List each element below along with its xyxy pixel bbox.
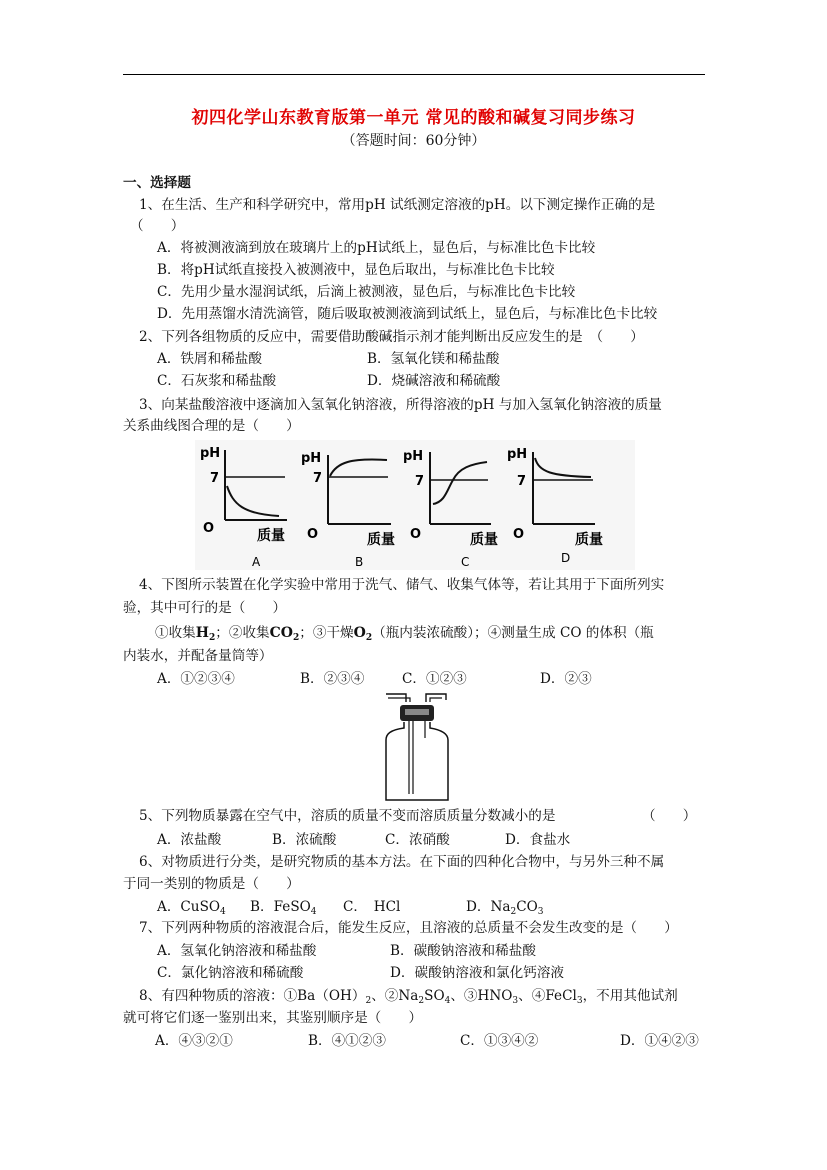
q4-option-b: B．②③④	[300, 671, 365, 687]
q6-stem: 6、对物质进行分类，是研究物质的基本方法。在下面的四种化合物中，与另外三种不属	[139, 854, 665, 870]
q1-stem: 1、在生活、生产和科学研究中，常用pH 试纸测定溶液的pH。以下测定操作正确的是	[139, 197, 656, 213]
q5-option-b: B．浓硫酸	[272, 832, 337, 848]
q4-stem-cont: 验，其中可行的是（ ）	[123, 600, 287, 616]
q8-stem-c: SO	[424, 988, 445, 1004]
q8-stem-d: 、③HNO	[450, 988, 513, 1004]
ph-graphs-figure	[195, 440, 635, 570]
q5-stem: 5、下列物质暴露在空气中，溶质的质量不变而溶质质量分数减小的是	[139, 808, 556, 824]
page-title: 初四化学山东教育版第一单元 常见的酸和碱复习同步练习	[191, 108, 636, 128]
q4-stem: 4、下图所示装置在化学实验中常用于洗气、储气、收集气体等，若让其用于下面所列实	[139, 577, 665, 593]
q8-sub-d: 3	[512, 996, 519, 1006]
graph-b-seven: 7	[313, 471, 323, 486]
q8-stem-b: 、②Na	[371, 988, 419, 1004]
q6-option-d-sub1: 2	[510, 907, 517, 917]
q2-stem: 2、下列各组物质的反应中，需要借助酸碱指示剂才能判断出反应发生的是 （ ）	[139, 329, 644, 345]
q1-option-b: B．将pH试纸直接投入被测液中，显色后取出，与标准比色卡比较	[157, 262, 555, 278]
q6-option-b-text: B．FeSO	[250, 899, 311, 915]
q6-option-b-sub: 4	[310, 907, 317, 917]
q6-stem-cont: 于同一类别的物质是（ ）	[123, 876, 300, 892]
q6-option-d-text1: D．Na	[466, 899, 511, 915]
q6-option-c: C． HCl	[343, 899, 401, 915]
q7-option-a: A．氢氧化钠溶液和稀盐酸	[157, 943, 317, 959]
o2-subscript: 2	[365, 633, 373, 643]
q4-o2	[354, 625, 372, 641]
q4-option-d: D．②③	[540, 671, 592, 687]
q8-option-b: B．④①②③	[308, 1033, 386, 1049]
q4-items-cont: 内装水，并配备量筒等）	[123, 648, 273, 664]
gas-washing-bottle-figure	[380, 688, 460, 806]
q6-option-d-text2: CO	[516, 899, 538, 915]
graph-c-label: C	[461, 555, 470, 569]
page-subtitle: （答题时间：60分钟）	[341, 133, 486, 149]
graph-d-origin: O	[513, 527, 525, 542]
q1-paren: （ ）	[130, 218, 185, 234]
q8-option-c: C．①③④②	[460, 1033, 539, 1049]
graph-c-seven: 7	[415, 474, 425, 489]
graph-b-label: B	[355, 555, 364, 569]
q6-option-d-sub2: 3	[537, 907, 544, 917]
q4-option-c: C．①②③	[402, 671, 467, 687]
h2-symbol: H	[195, 625, 210, 641]
graph-a-label: A	[252, 555, 261, 569]
q6-option-d	[466, 897, 544, 917]
q4-items-d: （瓶内装浓硫酸）；④测量生成 CO 的体积（瓶	[372, 625, 654, 641]
q1-option-a: A．将被测液滴到放在玻璃片上的pH试纸上，显色后，与标准比色卡比较	[157, 240, 596, 256]
q4-co2	[270, 625, 300, 641]
q4-items-c: ；③干燥	[299, 625, 354, 641]
q7-option-c: C．氯化钠溶液和稀硫酸	[157, 965, 304, 981]
q7-option-d: D．碳酸钠溶液和氯化钙溶液	[390, 965, 565, 981]
graph-a-seven: 7	[210, 471, 220, 486]
q4-option-a: A．①②③④	[157, 671, 235, 687]
q5-option-a: A．浓盐酸	[157, 832, 222, 848]
q8-option-a: A．④③②①	[155, 1033, 233, 1049]
graph-a-origin: O	[203, 521, 215, 536]
q7-option-b: B．碳酸钠溶液和稀盐酸	[390, 943, 536, 959]
q4-items	[155, 623, 654, 643]
h2-subscript: 2	[209, 633, 216, 643]
graph-b-y-label: pH	[301, 451, 322, 466]
q8-stem	[139, 986, 678, 1006]
q8-stem-e: 、④FeCl	[518, 988, 577, 1004]
q8-sub-c: 4	[444, 996, 451, 1006]
q2-option-a: A．铁屑和稀盐酸	[157, 351, 262, 367]
graph-b-origin: O	[307, 527, 319, 542]
q2-option-b: B．氢氧化镁和稀盐酸	[367, 351, 500, 367]
q6-option-a	[157, 897, 226, 917]
q3-stem: 3、向某盐酸溶液中逐滴加入氢氧化钠溶液，所得溶液的pH 与加入氢氧化钠溶液的质量	[139, 397, 662, 413]
q6-option-a-text: A．CuSO	[157, 899, 221, 915]
q2-option-c: C．石灰浆和稀盐酸	[157, 373, 277, 389]
graph-d-x-label: 质量	[575, 532, 603, 548]
q5-option-c: C．浓硝酸	[385, 832, 450, 848]
q5-paren: （ ）	[642, 808, 697, 824]
graph-c-origin: O	[410, 527, 422, 542]
q8-stem-f: ，不用其他试剂	[582, 988, 678, 1004]
q3-stem-cont: 关系曲线图合理的是（ ）	[123, 418, 300, 434]
graph-d-label: D	[561, 551, 571, 565]
q1-option-c: C．先用少量水湿润试纸，后滴上被测液，显色后，与标准比色卡比较	[157, 284, 576, 300]
q8-sub-a: 2	[365, 996, 372, 1006]
graph-a-y-label: pH	[200, 446, 221, 461]
o2-symbol: O	[353, 625, 366, 641]
header-rule	[123, 74, 705, 75]
graph-c-x-label: 质量	[470, 532, 498, 548]
q4-items-a: ①收集	[155, 625, 196, 641]
q4-h2	[196, 625, 216, 641]
co2-symbol: CO	[269, 625, 293, 641]
graph-d-seven: 7	[517, 474, 527, 489]
q6-option-b	[250, 897, 317, 917]
bottle-icon	[386, 722, 448, 800]
graph-a-x-label: 质量	[257, 528, 285, 544]
q8-sub-e: 3	[576, 996, 583, 1006]
section-heading: 一、选择题	[123, 175, 191, 191]
q8-sub-b: 2	[418, 996, 425, 1006]
q8-option-d: D．①④②③	[620, 1033, 699, 1049]
graph-d-y-label: pH	[507, 447, 528, 462]
q6-option-a-sub: 4	[220, 907, 226, 917]
graph-c-y-label: pH	[403, 449, 424, 464]
q2-option-d: D．烧碱溶液和稀硫酸	[367, 373, 501, 389]
q4-items-b: ；②收集	[215, 625, 270, 641]
q8-stem-a: 8、有四种物质的溶液：①Ba（OH）	[139, 988, 366, 1004]
graph-b-x-label: 质量	[367, 532, 395, 548]
q1-option-d: D．先用蒸馏水清洗滴管，随后吸取被测液滴到试纸上，显色后，与标准比色卡比较	[157, 306, 658, 322]
q7-stem: 7、下列两种物质的溶液混合后，能发生反应，且溶液的总质量不会发生改变的是（ ）	[139, 920, 678, 936]
q5-option-d: D．食盐水	[505, 832, 571, 848]
q8-stem-cont: 就可将它们逐一鉴别出来，其鉴别顺序是（ ）	[123, 1010, 423, 1026]
co2-subscript: 2	[293, 633, 300, 643]
